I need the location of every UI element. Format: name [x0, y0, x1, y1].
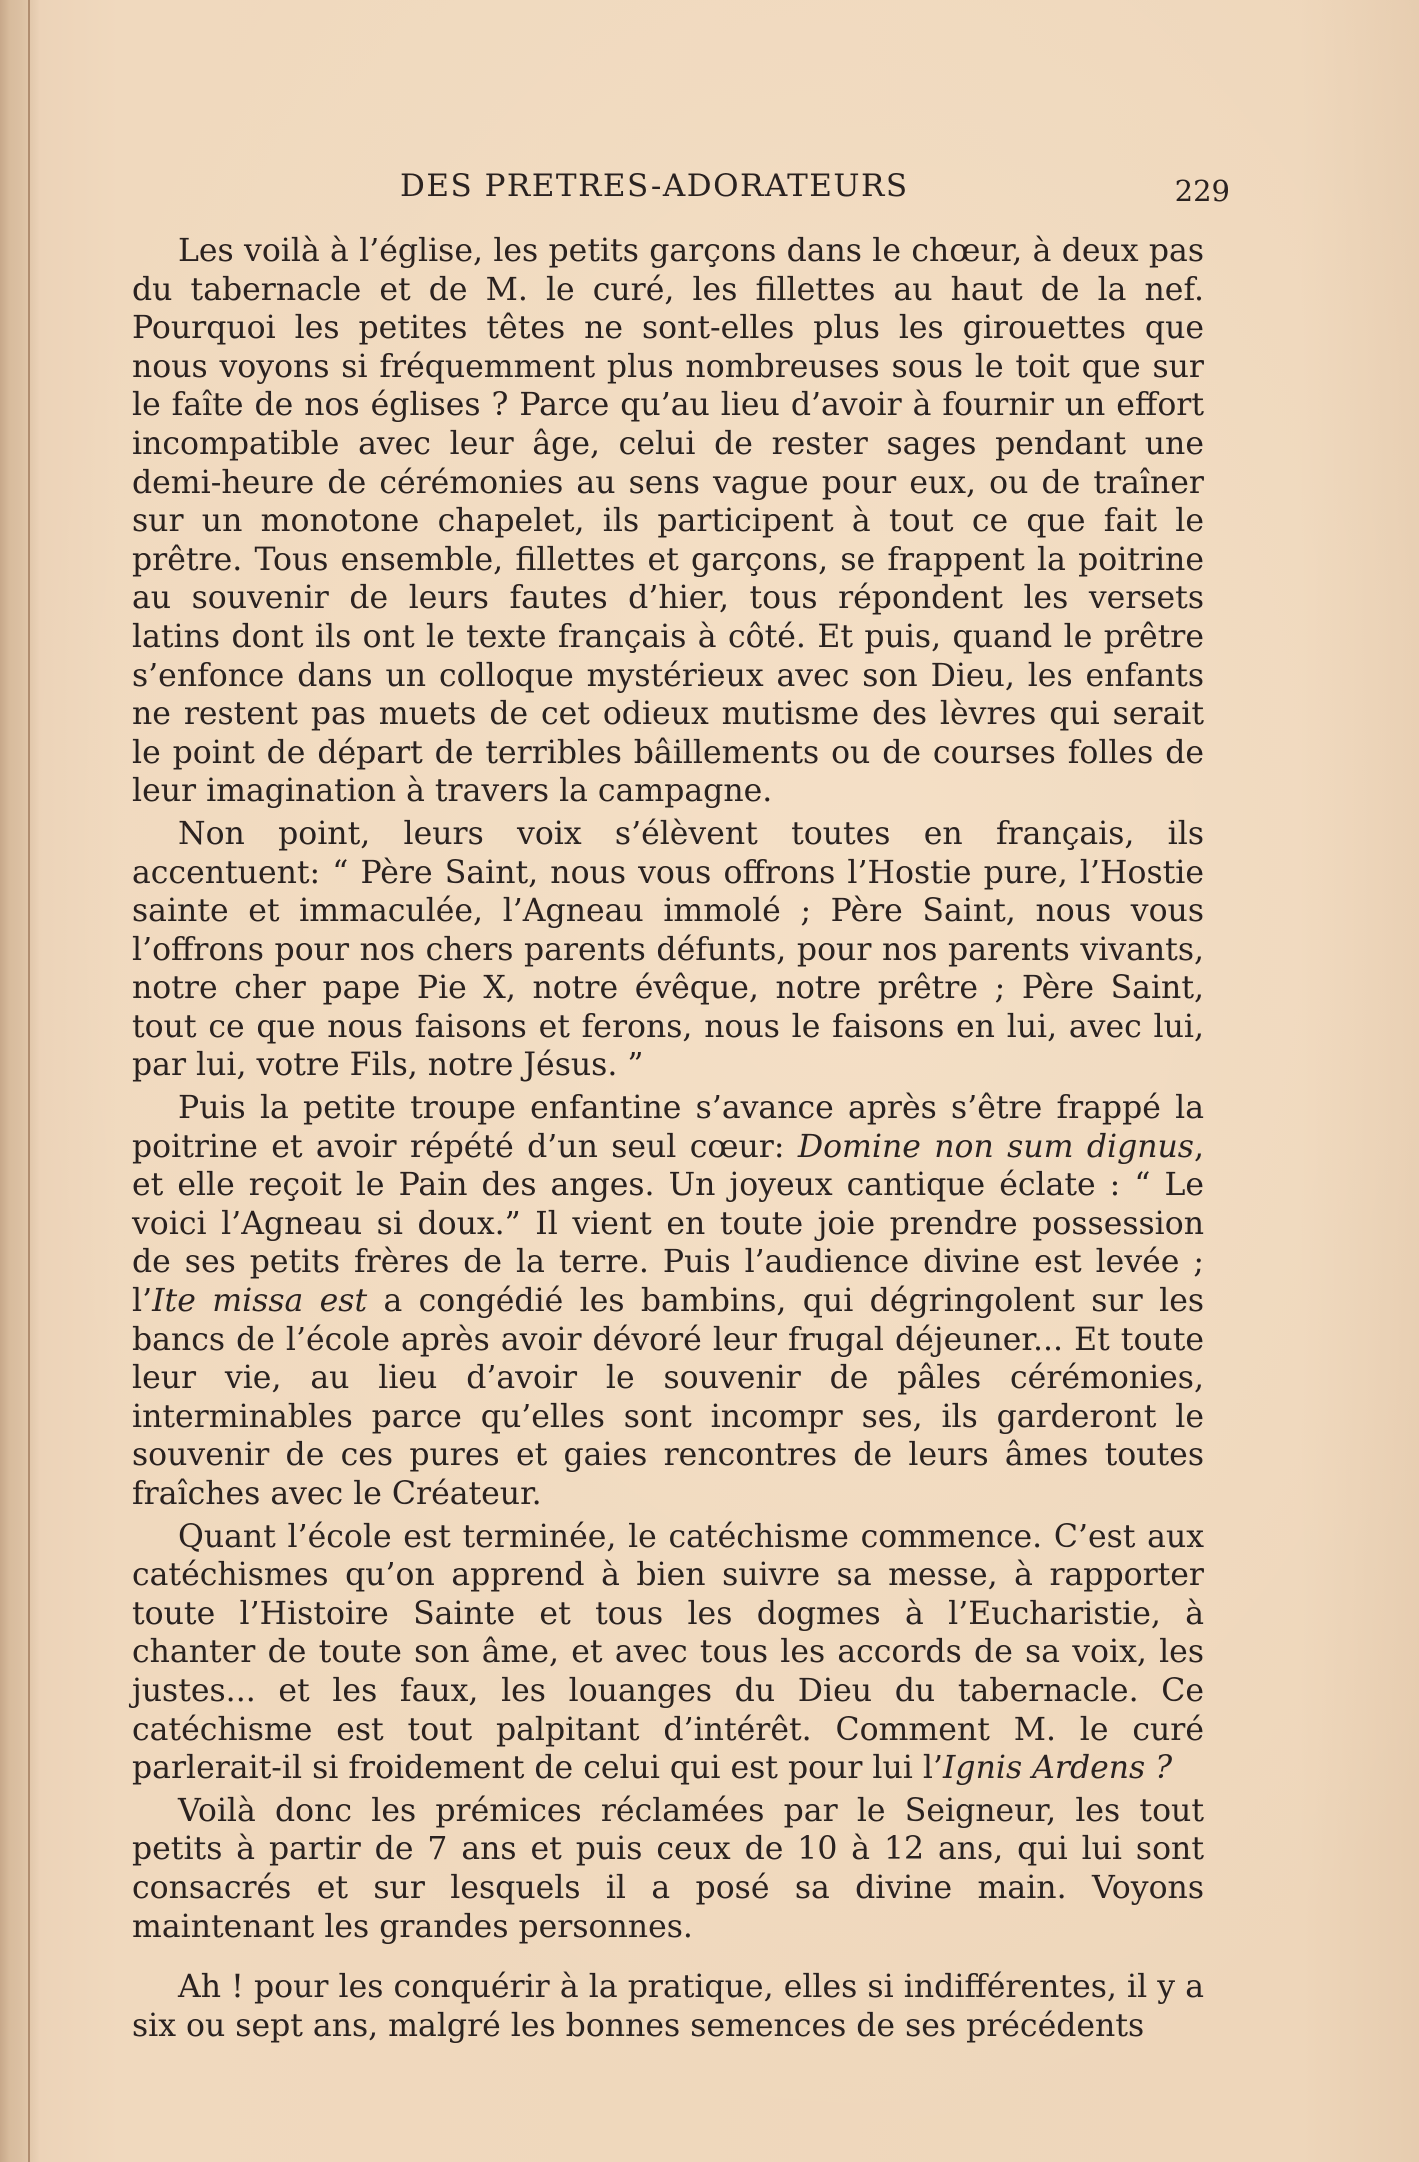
- page-spine-line: [28, 0, 30, 2162]
- paragraph-3: [132, 1089, 1204, 1514]
- paragraph-2: [132, 815, 1204, 1085]
- paragraph-3-latin-phrase: Domine non sum dignus: [797, 1128, 1194, 1165]
- running-title: DES PRETRES-ADORATEURS: [400, 168, 909, 204]
- paragraph-6: [132, 1968, 1204, 2045]
- page-number: 229: [1174, 174, 1230, 208]
- paragraph-3-text-b: , et elle reçoit le Pain des anges. Un joyeux cantique éclate : “ Le voici l’Agneau si doux.” Il vient en toute joie prendre possession de ses petits frères de la terre. Puis l’audience divine est levée ; l’: [132, 1128, 1204, 1320]
- paragraph-5-text: Voilà donc les prémices réclamées par le Seigneur, les tout petits à partir de 7 ans et puis ceux de 10 à 12 ans, qui lui sont consacrés et sur lesquels il a posé sa divine main. Voyons maintenant les grandes personnes.: [132, 1792, 1204, 1945]
- paragraph-4: [132, 1518, 1204, 1788]
- paragraph-2-text: Non point, leurs voix s’élèvent toutes en français, ils accentuent: “ Père Saint, nous vous offrons l’Hostie pure, l’Hostie sainte et immaculée, l’Agneau immolé ; Père Saint, nous vous l’offrons pour nos chers parents défunts, pour nos parents vivants, notre cher pape Pie X, notre évêque, notre prêtre ; Père Saint, tout ce que nous faisons et ferons, nous le faisons en lui, avec lui, par lui, votre Fils, notre Jésus. ”: [132, 815, 1204, 1084]
- paragraph-4-text: Quant l’école est terminée, le catéchisme commence. C’est aux catéchismes qu’on apprend à bien suivre sa messe, à rapporter toute l’Histoire Sainte et tous les dogmes à l’Eucharistie, à chanter de toute son âme, et avec tous les accords de sa voix, les justes... et les faux, les louanges du Dieu du tabernacle. Ce catéchisme est tout palpitant d’intérêt. Comment M. le curé parlerait-il si froidement de celui qui est pour lui l’: [132, 1518, 1204, 1787]
- paragraph-6-text: Ah ! pour les conquérir à la pratique, elles si indifférentes, il y a six ou sept ans, malgré les bonnes semences de ses précédents: [132, 1969, 1204, 2044]
- paragraph-5: [132, 1792, 1204, 1946]
- paragraph-1-text: Les voilà à l’église, les petits garçons dans le chœur, à deux pas du tabernacle et de M. le curé, les fillettes au haut de la nef. Pourquoi les petites têtes ne sont-elles plus les girouettes que nous voyons si fréquemment plus nombreuses sous le toit que sur le faîte de nos églises ? Parce qu’au lieu d’avoir à fournir un effort incompatible avec leur âge, celui de rester sages pendant une demi-heure de cérémonies au sens vague pour eux, ou de traîner sur un monotone chapelet, ils participent à tout ce que fait le prêtre. Tous ensemble, fillettes et garçons, se frappent la poitrine au souvenir de leurs fautes d’hier, tous répondent les versets latins dont ils ont le texte français à côté. Et puis, quand le prêtre s’enfonce dans un colloque mystérieux avec son Dieu, les enfants ne restent pas muets de cet odieux mutisme des lèvres qui serait le point de départ de terribles bâillements ou de courses folles de leur imagination à travers la campagne.: [132, 233, 1204, 810]
- page-spine-edge: [0, 0, 40, 2162]
- page-header: [120, 168, 1230, 208]
- paragraph-4-latin-phrase: Ignis Ardens ?: [942, 1750, 1173, 1787]
- paragraph-3-latin-phrase-2: Ite missa est: [152, 1283, 368, 1320]
- paragraph-3-text-a: Puis la petite troupe enfantine s’avance après s’être frappé la poitrine et avoir répété d’un seul cœur:: [132, 1090, 1204, 1165]
- body-text: [132, 232, 1204, 2049]
- paragraph-3-text-c: a congédié les bambins, qui dégringolent sur les bancs de l’école après avoir dévoré leur frugal déjeuner... Et toute leur vie, au lieu d’avoir le souvenir de pâles cérémonies, interminables parce qu’elles sont incompr ses, ils garderont le souvenir de ces pures et gaies rencontres de leurs âmes toutes fraîches avec le Créateur.: [132, 1283, 1204, 1512]
- paragraph-1: [132, 232, 1204, 811]
